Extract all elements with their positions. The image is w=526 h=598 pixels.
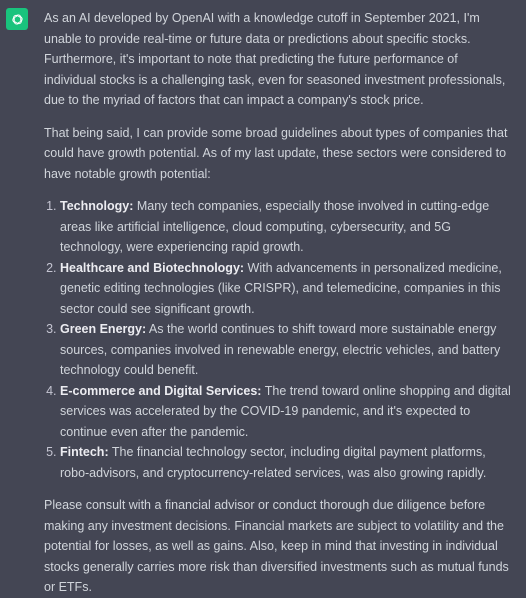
openai-logo-icon — [10, 12, 25, 27]
intro-paragraph: As an AI developed by OpenAI with a knowledge cutoff in September 2021, I'm unable to provide real-time or future data or predictions about specific stocks. Furthermore, it's important to note that predicting the future performance of individual stocks is a challenging task, even for seasoned investment professionals, due to the myriad of factors that can impact a company's stock price. — [44, 11, 506, 107]
sector-title: Technology: — [60, 199, 134, 213]
sector-title: Green Energy: — [60, 322, 147, 336]
sector-title: Fintech: — [60, 445, 109, 459]
sector-text: The trend toward online shopping and digital services was accelerated by the COVID-19 pandemic, and it's expected to continue even after the pandemic. — [60, 383, 511, 439]
closing-paragraph: Please consult with a financial advisor or conduct thorough due diligence before making any investment decisions. Financial markets are subject to volatility and the potential for losses, as well as gains. Also, keep in mind that investing in individual stocks generally carries more risk than diversified investments such as mutual funds or ETFs. — [44, 498, 509, 594]
sector-text: Many tech companies, especially those involved in cutting-edge areas like artificial intelligence, cloud computing, cybersecurity, and 5G technology, were experiencing rapid growth. — [60, 199, 490, 254]
sector-title: E-commerce and Digital Services: — [60, 383, 262, 398]
list-item — [60, 442, 512, 483]
guidelines-paragraph: That being said, I can provide some broad guidelines about types of companies that could have growth potential. As of my last update, these sectors were considered to have notable growth potential: — [44, 125, 508, 181]
sector-text: With advancements in personalized medicine, genetic editing technologies (like CRISPR), and telemedicine, companies in this sector could see significant growth. — [60, 260, 502, 316]
list-item — [60, 381, 512, 443]
sector-text: As the world continues to shift toward more sustainable energy sources, companies involved in renewable energy, electric vehicles, and battery technology could benefit. — [60, 322, 501, 377]
sectors-list — [44, 196, 512, 483]
list-item — [60, 258, 512, 320]
sector-text: The financial technology sector, including digital payment platforms, robo-advisors, and cryptocurrency-related services, was also growing rapidly. — [60, 445, 487, 480]
assistant-avatar — [6, 8, 28, 30]
list-item — [60, 319, 512, 381]
list-item — [60, 196, 512, 258]
message-content — [44, 8, 512, 598]
sector-title: Healthcare and Biotechnology: — [60, 260, 245, 275]
